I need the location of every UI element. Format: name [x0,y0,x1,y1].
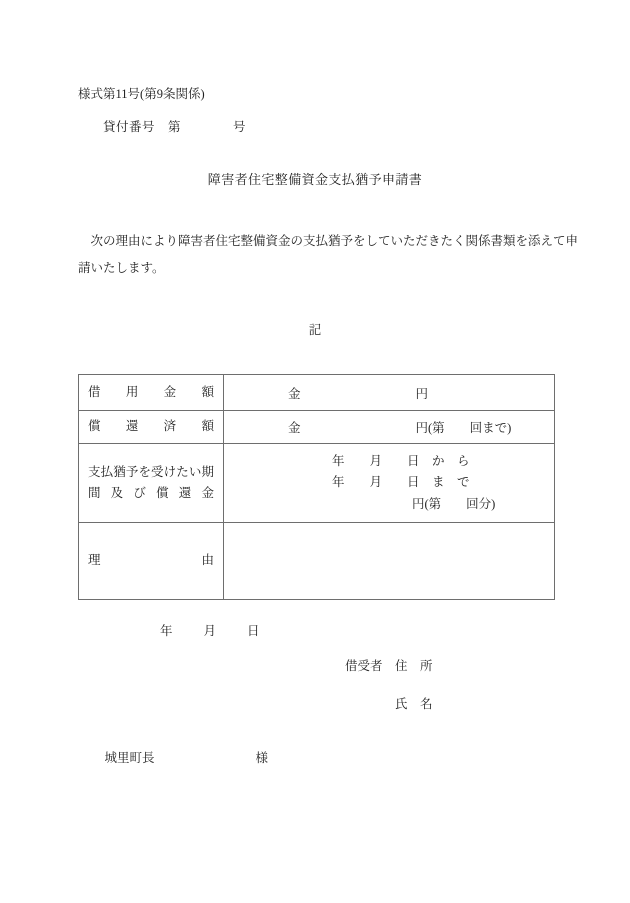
table-row-borrowed-amount [79,375,555,411]
borrowed-amount-value-cell [224,375,555,411]
repaid-amount-label: 償還済額 [79,411,224,444]
kin-prefix: 金 [288,386,301,401]
borrower-name-line: 氏 名 [395,697,433,711]
addressee-line [92,733,268,781]
document-title: 障害者住宅整備資金支払猶予申請書 [207,172,423,187]
kin-prefix: 金 [288,421,301,435]
body-text-line1: 次の理由により障害者住宅整備資金の支払猶予をしていただきたく関係書類を添えて申 [78,234,579,248]
table-row-deferment-period [79,444,555,523]
period-from-line: 年 月 日 か ら [332,453,470,468]
deferment-period-label: 支払猶予を受けたい期間及び償還金 [79,444,224,523]
reason-label: 理由 [79,523,224,600]
date-line: 年 月 日 [160,624,262,638]
loan-number-line: 貸付番号 第 号 [103,120,247,134]
mayor-title: 城里町長 [104,751,155,765]
borrower-address-line: 借受者 住 所 [345,659,433,673]
body-text-line2: 請いたします。 [78,261,165,275]
application-table [78,374,555,600]
period-to-line: 年 月 日 ま で [332,475,470,490]
repaid-amount-value-cell [224,411,555,444]
installment-line: 円(第 回分) [412,496,496,511]
reason-value-cell [224,523,555,600]
deferment-period-value-cell [224,444,555,523]
form-style-number: 様式第11号(第9条関係) [78,87,205,101]
table-row-reason [79,523,555,600]
yen-installment-suffix: 円(第 回まで) [415,421,512,435]
table-row-repaid-amount [79,411,555,444]
yen-suffix: 円 [415,386,429,401]
borrowed-amount-label: 借用金額 [79,375,224,411]
ki-heading: 記 [308,323,322,337]
honorific-sama: 様 [255,751,269,765]
